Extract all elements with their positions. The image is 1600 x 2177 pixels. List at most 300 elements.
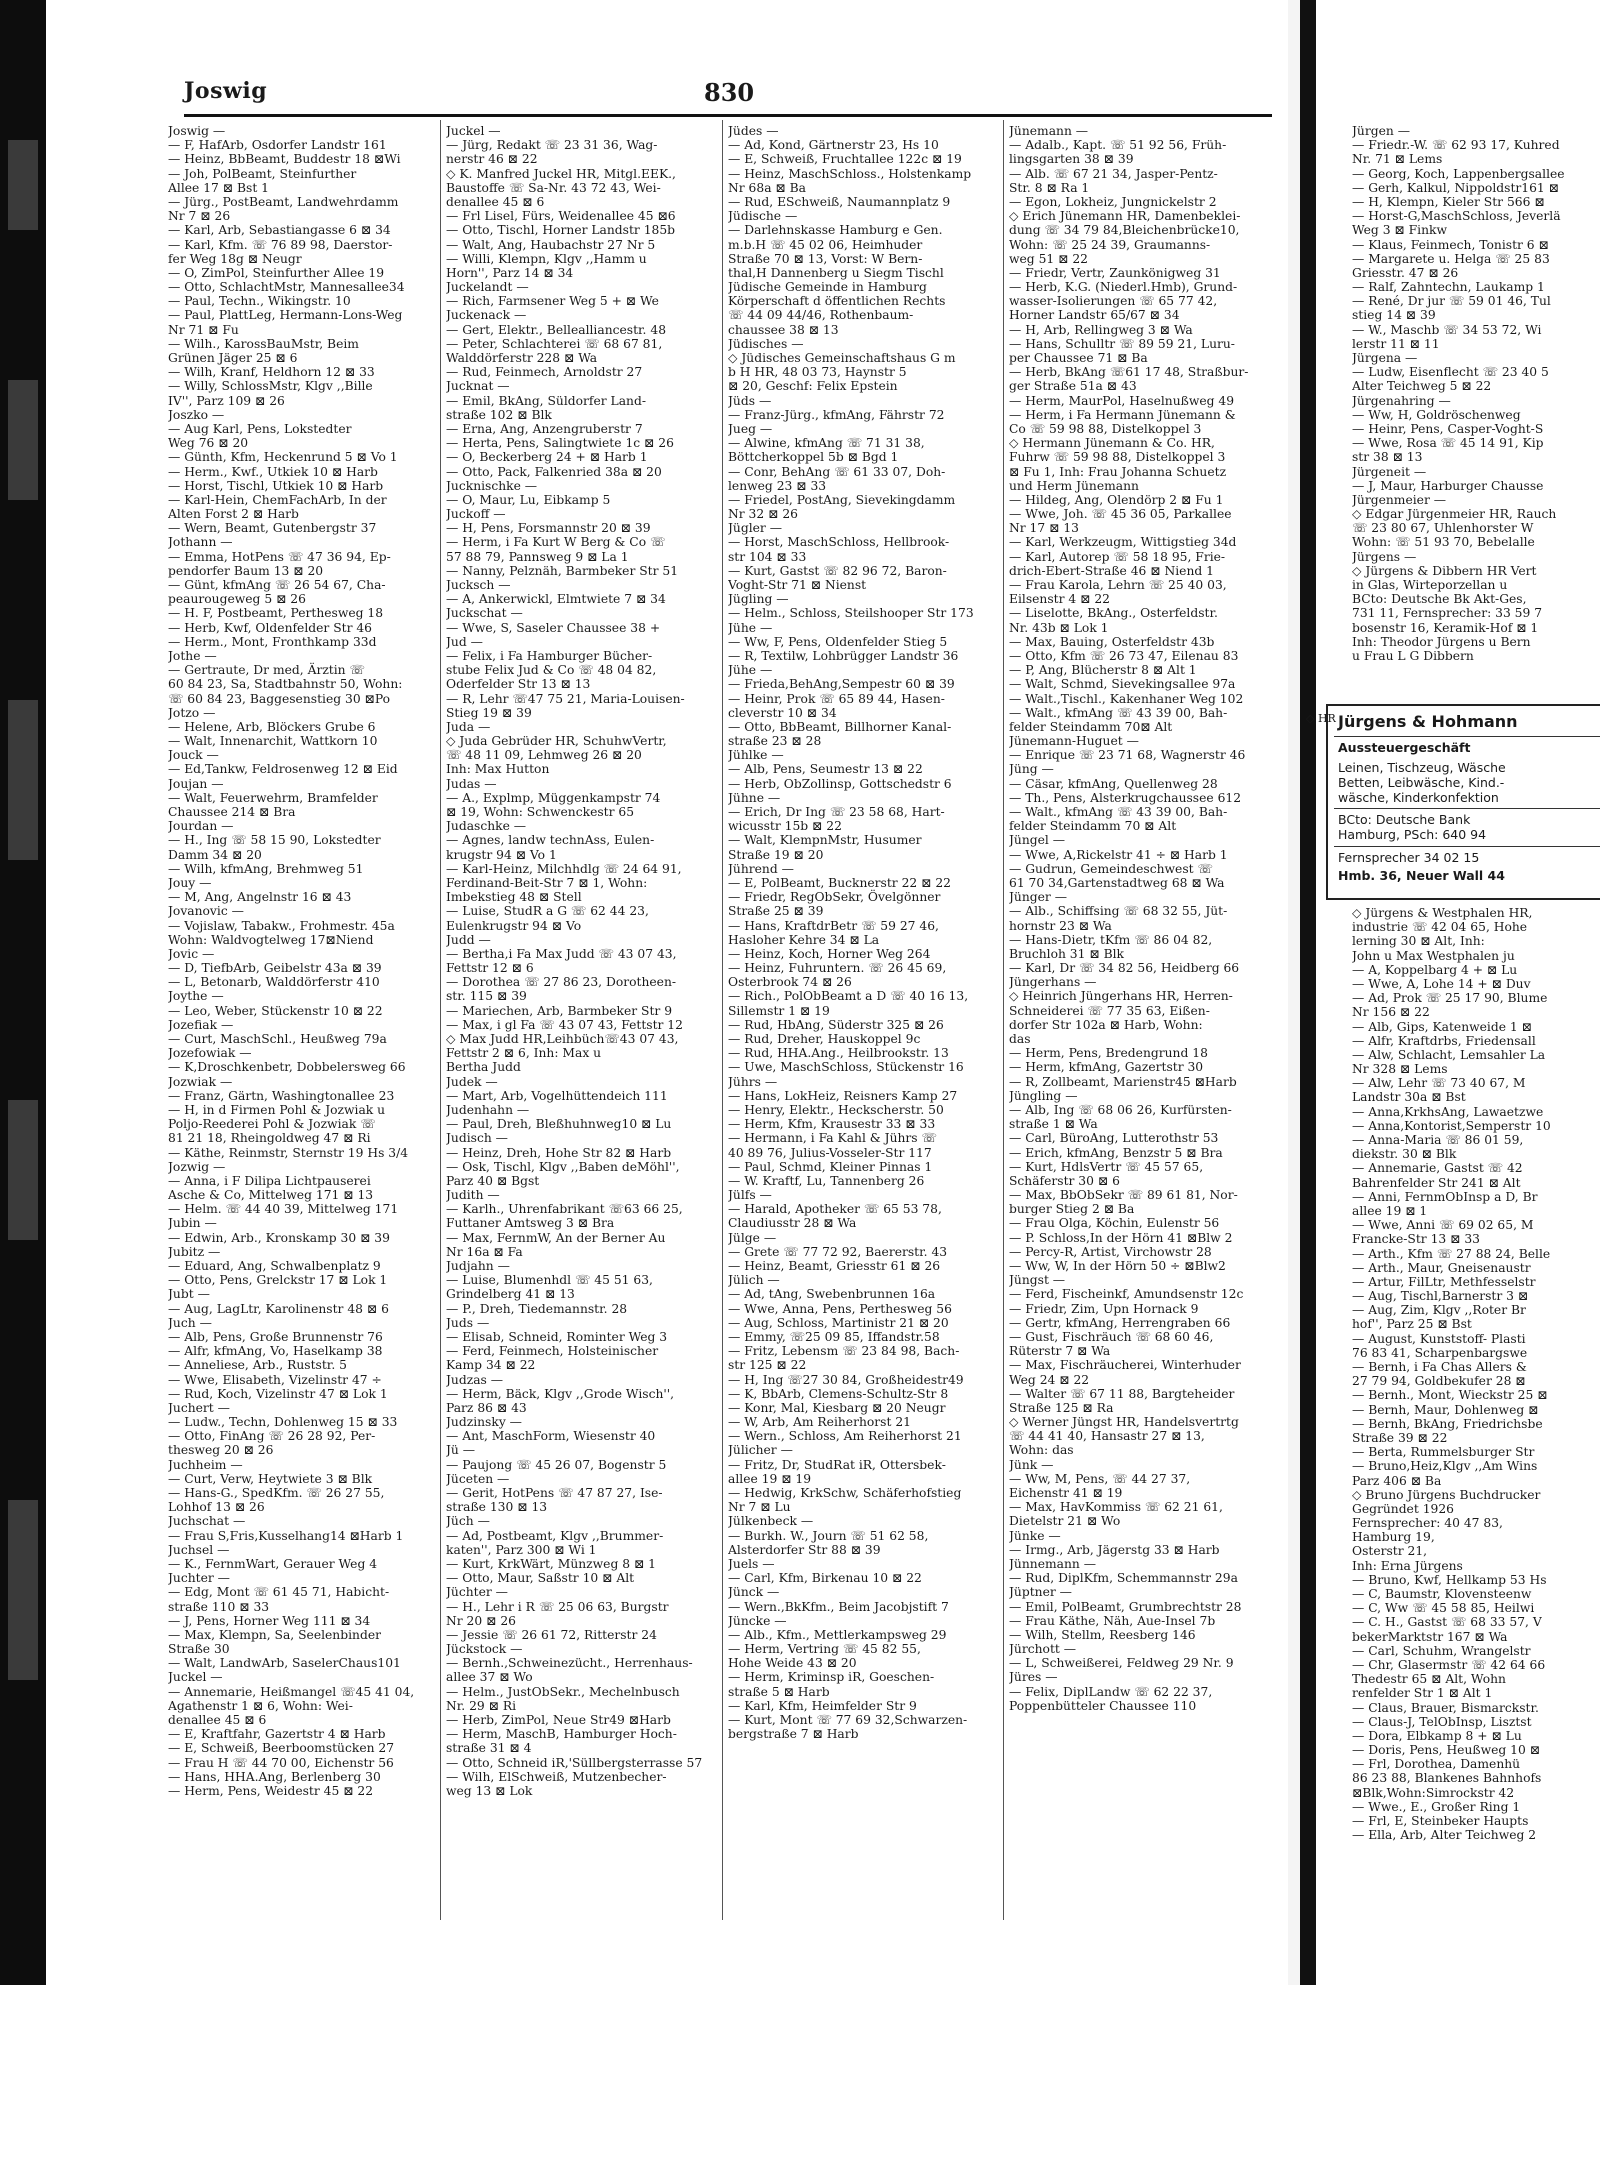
directory-entry: — W. Kraftf, Lu, Tannenberg 26 (728, 1173, 925, 1188)
directory-entry: — D, TiefbArb, Geibelstr 43a ⊠ 39 (168, 961, 382, 976)
directory-entry: — Horst-G,MaschSchloss, Jeverlä (1352, 209, 1561, 224)
directory-entry: — Friedr, RegObSekr, Övelgönner (728, 890, 941, 905)
directory-entry: — Rud, ESchweiß, Naumannplatz 9 (728, 194, 951, 209)
directory-entry: Jucknischke — (446, 478, 538, 493)
directory-entry: — Gertraute, Dr med, Ärztin ☏ (168, 663, 365, 678)
directory-entry: straße 1 ⊠ Wa (1009, 1117, 1098, 1132)
directory-entry: Nr 32 ⊠ 26 (728, 507, 798, 522)
directory-entry: — Wwe., E., Großer Ring 1 (1352, 1799, 1521, 1814)
ad-line: Leinen, Tischzeug, Wäsche (1338, 760, 1506, 775)
directory-entry: Jückstock — (446, 1642, 523, 1657)
directory-entry: — Hedwig, KrkSchw, Schäferhofstieg (728, 1486, 962, 1500)
directory-entry: Weg 24 ⊠ 22 (1009, 1372, 1090, 1387)
directory-entry: Straße 39 ⊠ 22 (1352, 1430, 1448, 1445)
directory-entry: — Berta, Rummelsburger Str (1352, 1445, 1535, 1460)
advertisement-box (1326, 704, 1600, 900)
directory-entry: Jünnemann — (1009, 1556, 1097, 1571)
directory-entry: Straße 125 ⊠ Ra (1009, 1400, 1114, 1415)
directory-entry: — R, Textilw, Lohbrügger Landstr 36 (728, 648, 959, 663)
directory-entry: ⊠Blk,Wohn:Simrockstr 42 (1352, 1785, 1515, 1800)
directory-entry: — Percy-R, Artist, Virchowstr 28 (1009, 1244, 1212, 1259)
directory-entry: — Joh, PolBeamt, Steinfurther (168, 166, 357, 181)
directory-entry: Hohe Weide 43 ⊠ 20 (728, 1656, 857, 1671)
directory-entry: — Max, Bauing, Osterfeldstr 43b (1009, 634, 1215, 649)
directory-entry: Jozwiak — (168, 1074, 233, 1089)
right-page-edge (1300, 0, 1316, 1985)
directory-entry: str 104 ⊠ 33 (728, 549, 807, 564)
directory-entry: Juchheim — (168, 1457, 243, 1472)
directory-entry: — W., Maschb ☏ 34 53 72, Wi (1352, 322, 1542, 337)
directory-entry: — R, Zollbeamt, Marienstr45 ⊠Harb (1009, 1074, 1237, 1089)
directory-entry: lingsgarten 38 ⊠ 39 (1009, 152, 1134, 167)
directory-entry: — Walt.,Tischl., Kakenhaner Weg 102 (1009, 691, 1244, 706)
directory-entry: — Max, i gl Fa ☏ 43 07 43, Fettstr 12 (446, 1017, 683, 1032)
directory-entry: Juckel — (168, 1670, 223, 1685)
directory-entry: Griesstr. 47 ⊠ 26 (1352, 265, 1459, 280)
directory-entry: — Paujong ☏ 45 26 07, Bogenstr 5 (446, 1457, 667, 1472)
directory-entry: ⊠ 19, Wohn: Schwenckestr 65 (446, 805, 635, 819)
directory-entry: wasser-Isolierungen ☏ 65 77 42, (1009, 294, 1218, 309)
directory-entry: Jüncke — (728, 1613, 787, 1628)
directory-entry: — Herb, ObZollinsp, Gottschedstr 6 (728, 776, 952, 791)
directory-entry: Jüds — (728, 393, 772, 408)
directory-entry: Claudiusstr 28 ⊠ Wa (728, 1216, 857, 1231)
directory-entry: — Frau S,Fris,Kusselhang14 ⊠Harb 1 (168, 1528, 404, 1543)
directory-entry: — Walt, Innenarchit, Wattkorn 10 (168, 734, 378, 749)
directory-entry: Gegründet 1926 (1352, 1501, 1454, 1516)
directory-entry: — Rud, HHA.Ang., Heilbrookstr. 13 (728, 1046, 949, 1061)
directory-entry: — Friedr.-W. ☏ 62 93 17, Kuhred (1352, 138, 1560, 153)
directory-column-1 (168, 124, 438, 1798)
directory-entry: — Liselotte, BkAng., Osterfeldstr. (1009, 606, 1218, 621)
directory-entry: Judjahn — (446, 1259, 510, 1273)
directory-entry: — Frau Olga, Köchin, Eulenstr 56 (1009, 1216, 1220, 1231)
directory-entry: — Hans, HHA.Ang, Berlenberg 30 (168, 1769, 381, 1784)
directory-entry: — Herm, kfmAng, Gazertstr 30 (1009, 1060, 1204, 1075)
directory-entry: — Fritz, Dr, StudRat iR, Ottersbek- (728, 1457, 946, 1472)
directory-entry: Jührs — (728, 1074, 778, 1089)
directory-entry: — Hans, KraftdrBetr ☏ 59 27 46, (728, 918, 939, 933)
directory-entry: — E, Schweiß, Beerboomstücken 27 (168, 1741, 395, 1756)
directory-entry: — C. H., Gastst ☏ 68 33 57, V (1352, 1615, 1542, 1630)
directory-entry: Jüdes — (728, 124, 779, 138)
directory-entry: — Frau H ☏ 44 70 00, Eichenstr 56 (168, 1755, 394, 1770)
directory-entry: Jüceten — (446, 1471, 510, 1486)
directory-entry: dorfer Str 102a ⊠ Harb, Wohn: (1009, 1017, 1203, 1032)
directory-entry: BCto: Deutsche Bk Akt-Ges, (1352, 592, 1527, 607)
directory-entry: — Herm, Pens, Weidestr 45 ⊠ 22 (168, 1783, 374, 1798)
directory-entry: — Frau Käthe, Näh, Aue-Insel 7b (1009, 1613, 1216, 1628)
directory-entry: Osterstr 21, (1352, 1544, 1428, 1559)
ad-divider (1334, 808, 1600, 809)
directory-entry: — J, Pens, Horner Weg 111 ⊠ 34 (168, 1613, 371, 1628)
directory-entry: Jouy — (168, 875, 212, 890)
directory-entry: Eichenstr 41 ⊠ 19 (1009, 1486, 1123, 1500)
directory-entry: — H, Klempn, Kieler Str 566 ⊠ (1352, 194, 1545, 209)
directory-entry: — Herm, i Fa Kurt W Berg & Co ☏ (446, 535, 666, 550)
directory-entry: — Alw, Lehr ☏ 73 40 67, M (1352, 1076, 1526, 1091)
directory-entry: — Rud, Feinmech, Arnoldstr 27 (446, 365, 643, 380)
directory-entry: Juels — (728, 1556, 775, 1571)
directory-entry: Jozwig — (168, 1159, 226, 1174)
directory-entry: — Karl, Kfm. ☏ 76 89 98, Daerstor- (168, 237, 393, 252)
directory-entry: Jubitz — (168, 1244, 221, 1259)
directory-entry: — Heinz, MaschSchloss., Holstenkamp (728, 166, 972, 181)
directory-entry: — Ella, Arb, Alter Teichweg 2 (1352, 1828, 1537, 1843)
directory-entry: — Max, BbObSekr ☏ 89 61 81, Nor- (1009, 1188, 1238, 1203)
directory-entry: — Wwe, S, Saseler Chaussee 38 + (446, 620, 661, 635)
directory-entry: Jüdische — (728, 209, 798, 224)
directory-entry: — Willi, Klempn, Klgv ,,Hamm u (446, 251, 647, 266)
directory-entry: — Bernh, i Fa Chas Allers & (1352, 1360, 1527, 1374)
directory-entry: Schäferstr 30 ⊠ 6 (1009, 1173, 1120, 1188)
directory-entry: Jülfs — (728, 1188, 772, 1203)
column-rule (440, 120, 441, 1920)
directory-entry: Jüdische Gemeinde in Hamburg (728, 280, 927, 295)
directory-entry: — Heinz, Koch, Horner Weg 264 (728, 946, 931, 961)
directory-entry: 731 11, Fernsprecher: 33 59 7 (1352, 606, 1543, 621)
directory-entry: — Wwe, Rosa ☏ 45 14 91, Kip (1352, 436, 1544, 451)
directory-entry: Jürgena — (1352, 351, 1418, 365)
directory-entry: Jueg — (728, 421, 773, 436)
directory-entry: Jothe — (168, 648, 217, 663)
directory-entry: Jülkenbeck — (728, 1514, 814, 1529)
directory-entry: Jü — (446, 1443, 476, 1458)
directory-entry: — Hans, Schulltr ☏ 89 59 21, Luru- (1009, 336, 1235, 351)
directory-entry: — Franz-Jürg., kfmAng, Fährstr 72 (728, 407, 945, 422)
directory-entry: — Burkh. W., Journ ☏ 51 62 58, (728, 1528, 929, 1543)
directory-entry: 27 79 94, Goldbekufer 28 ⊠ (1352, 1374, 1526, 1389)
directory-entry: — Curt, MaschSchl., Heußweg 79a (168, 1032, 387, 1046)
directory-entry: pendorfer Baum 13 ⊠ 20 (168, 563, 324, 578)
directory-entry: — Herm., Kwf., Utkiek 10 ⊠ Harb (168, 464, 378, 479)
directory-entry: Jürchott — (1009, 1642, 1077, 1657)
directory-entry: — Irmg., Arb, Jägerstg 33 ⊠ Harb (1009, 1542, 1220, 1557)
directory-entry: — Hans-Dietr, tKfm ☏ 86 04 82, (1009, 932, 1213, 947)
ad-divider (1334, 736, 1600, 737)
directory-entry: straße 130 ⊠ 13 (446, 1500, 548, 1515)
directory-entry: — Herm, MaurPol, Haselnußweg 49 (1009, 393, 1235, 408)
directory-entry: — Herb, K.G. (Niederl.Hmb), Grund- (1009, 280, 1238, 295)
directory-entry: — Horst, Tischl, Utkiek 10 ⊠ Harb (168, 478, 384, 493)
directory-entry: Joszko — (168, 407, 225, 422)
directory-entry: fer Weg 18g ⊠ Neugr (168, 251, 302, 266)
directory-entry: Jourdan — (168, 819, 234, 834)
directory-entry: nerstr 46 ⊠ 22 (446, 152, 538, 167)
directory-entry: Nr 20 ⊠ 26 (446, 1613, 516, 1628)
directory-column-5-top (1352, 124, 1600, 696)
directory-entry: Körperschaft d öffentlichen Rechts (728, 294, 946, 309)
directory-entry: Joythe — (168, 989, 224, 1004)
directory-entry: — August, Kunststoff- Plasti (1352, 1331, 1526, 1346)
directory-entry: John u Max Westphalen ju (1352, 948, 1515, 963)
directory-entry: — Adalb., Kapt. ☏ 51 92 56, Früh- (1009, 138, 1227, 153)
binding-streak (8, 380, 38, 500)
ad-line: Hamburg, PSch: 640 94 (1338, 827, 1487, 842)
directory-entry: — Wern.,BkKfm., Beim Jacobjstift 7 (728, 1599, 949, 1614)
directory-entry: 86 23 88, Blankenes Bahnhofs (1352, 1771, 1542, 1786)
directory-entry: — Emil, BkAng, Süldorfer Land- (446, 393, 646, 408)
binding-streak (8, 1500, 38, 1680)
directory-entry: Parz 86 ⊠ 43 (446, 1400, 527, 1415)
directory-entry: Jünke — (1009, 1528, 1061, 1543)
directory-entry: Jügling — (728, 592, 789, 607)
directory-entry: — Claus, Brauer, Bismarckstr. (1352, 1700, 1539, 1715)
directory-entry: — Rich, Farmsener Weg 5 + ⊠ We (446, 294, 659, 309)
directory-entry: 57 88 79, Pannsweg 9 ⊠ La 1 (446, 549, 629, 564)
directory-entry: — Annemarie, Heißmangel ☏45 41 04, (168, 1684, 415, 1699)
directory-entry: allee 37 ⊠ Wo (446, 1670, 533, 1685)
directory-entry: Wohn: ☏ 51 93 70, Bebelalle (1352, 535, 1535, 550)
directory-entry: — Vojislaw, Tabakw., Frohmestr. 45a (168, 918, 395, 933)
directory-entry: Weg 76 ⊠ 20 (168, 436, 249, 451)
directory-entry: — Uwe, MaschSchloss, Stückenstr 16 (728, 1060, 964, 1075)
directory-entry: — Alb., Schiffsing ☏ 68 32 55, Jüt- (1009, 904, 1228, 919)
directory-entry: — Otto, Schneid iR,'Süllbergsterrasse 57 (446, 1755, 703, 1770)
directory-entry: Grünen Jäger 25 ⊠ 6 (168, 351, 298, 365)
directory-entry: Jürgens — (1352, 549, 1417, 564)
directory-entry: Thedestr 65 ⊠ Alt, Wohn (1352, 1672, 1506, 1687)
ad-line: Fernsprecher 34 02 15 (1338, 850, 1480, 865)
directory-entry: — Ww, M, Pens, ☏ 44 27 37, (1009, 1471, 1191, 1486)
directory-entry: Jünemann-Huguet — (1009, 734, 1139, 749)
directory-entry: Wohn: ☏ 25 24 39, Graumanns- (1009, 237, 1211, 252)
directory-entry: Grindelberg 41 ⊠ 13 (446, 1287, 575, 1302)
directory-entry: — Ed,Tankw, Feldrosenweg 12 ⊠ Eid (168, 762, 398, 777)
directory-entry: Alter Teichweg 5 ⊠ 22 (1352, 379, 1492, 394)
directory-entry: — Rud, DiplKfm, Schemmannstr 29a (1009, 1571, 1238, 1586)
directory-entry: Jülich — (728, 1273, 780, 1288)
directory-entry: — Horst, MaschSchloss, Hellbrook- (728, 535, 950, 550)
directory-entry: Nr 7 ⊠ 26 (168, 209, 231, 224)
directory-entry: Horner Landstr 65/67 ⊠ 34 (1009, 308, 1180, 323)
directory-entry: — Leo, Weber, Stückenstr 10 ⊠ 22 (168, 1003, 383, 1018)
directory-entry: — Rud, HbAng, Süderstr 325 ⊠ 26 (728, 1017, 944, 1032)
directory-entry: — Heinz, BbBeamt, Buddestr 18 ⊠Wi (168, 152, 401, 167)
directory-entry: Hamburg 19, (1352, 1530, 1435, 1545)
directory-entry: — Edwin, Arb., Kronskamp 30 ⊠ 39 (168, 1230, 390, 1245)
directory-column-4 (1009, 124, 1285, 1713)
directory-entry: Juda — (446, 719, 491, 734)
directory-entry: — Erich, Dr Ing ☏ 23 58 68, Hart- (728, 805, 945, 819)
directory-entry: — Walt, Schmd, Sievekingsallee 97a (1009, 677, 1236, 692)
directory-entry: — Herb, ZimPol, Neue Str49 ⊠Harb (446, 1713, 671, 1727)
directory-entry: b H HR, 48 03 73, Haynstr 5 (728, 365, 907, 380)
directory-entry: Jüchter — (446, 1585, 508, 1600)
directory-entry: — Frl Lisel, Fürs, Weidenallee 45 ⊠6 (446, 209, 676, 224)
directory-entry: — A, Koppelbarg 4 + ⊠ Lu (1352, 962, 1518, 977)
directory-entry: — Otto, BbBeamt, Billhorner Kanal- (728, 719, 952, 734)
directory-entry: — Wern., Schloss, Am Reiherhorst 21 (728, 1429, 962, 1444)
directory-entry: Straße 30 (168, 1642, 230, 1657)
directory-entry: Judzas — (446, 1372, 504, 1387)
directory-entry: — K., FernmWart, Gerauer Weg 4 (168, 1556, 378, 1571)
directory-entry: Rüterstr 7 ⊠ Wa (1009, 1344, 1111, 1359)
directory-entry: — Egon, Lokheiz, Jungnickelstr 2 (1009, 194, 1217, 209)
directory-entry: — Friedr, Vertr, Zaunkönigweg 31 (1009, 265, 1221, 280)
directory-entry: — Max, Klempn, Sa, Seelenbinder (168, 1627, 381, 1642)
directory-entry: — Eduard, Ang, Schwalbenplatz 9 (168, 1259, 381, 1273)
directory-entry: — Kurt, Mont ☏ 77 69 32,Schwarzen- (728, 1713, 968, 1727)
directory-entry: — Bruno, Kwf, Hellkamp 53 Hs (1352, 1572, 1547, 1587)
directory-entry: — H, Ing ☏27 30 84, Großheidestr49 (728, 1372, 964, 1387)
directory-entry: Jüch — (446, 1514, 490, 1529)
directory-entry: — Gertr, kfmAng, Herrengraben 66 (1009, 1315, 1231, 1330)
directory-entry: — Bernh., Mont, Wieckstr 25 ⊠ (1352, 1388, 1548, 1403)
directory-entry: — Rud, Koch, Vizelinstr 47 ⊠ Lok 1 (168, 1386, 388, 1401)
directory-entry: Fettstr 12 ⊠ 6 (446, 961, 534, 976)
directory-entry: hornstr 23 ⊠ Wa (1009, 918, 1112, 933)
directory-entry: — Wwe, Anna, Pens, Perthesweg 56 (728, 1301, 952, 1316)
directory-entry: Nr 68a ⊠ Ba (728, 180, 807, 195)
directory-entry: — Anna,KrkhsAng, Lawaetzwe (1352, 1104, 1544, 1119)
directory-entry: straße 23 ⊠ 28 (728, 734, 822, 749)
directory-entry: — Ad, tAng, Swebenbrunnen 16a (728, 1287, 936, 1302)
directory-entry: Jügler — (728, 521, 783, 536)
directory-entry: — Cäsar, kfmAng, Quellenweg 28 (1009, 776, 1218, 791)
directory-entry: lenweg 23 ⊠ 33 (728, 478, 827, 493)
directory-entry: — Walt., kfmAng ☏ 43 39 00, Bah- (1009, 705, 1228, 720)
directory-entry: allee 19 ⊠ 19 (728, 1471, 812, 1486)
directory-entry: — Agnes, landw technAss, Eulen- (446, 833, 655, 848)
directory-column-3 (728, 124, 1000, 1741)
directory-entry: Juch — (168, 1315, 212, 1330)
directory-entry: — Wwe, Elisabeth, Vizelinstr 47 ÷ (168, 1372, 382, 1387)
directory-entry: straße 102 ⊠ Blk (446, 407, 552, 422)
page-binding-shadow (0, 0, 46, 1985)
directory-entry: Poppenbütteler Chaussee 110 (1009, 1698, 1197, 1713)
directory-entry: — Karl, Kfm, Heimfelder Str 9 (728, 1698, 917, 1713)
directory-entry: Jüngel — (1009, 833, 1066, 848)
directory-entry: — Herm, Pens, Bredengrund 18 (1009, 1046, 1208, 1061)
directory-entry: — Georg, Koch, Lappenbergsallee (1352, 166, 1565, 181)
directory-entry: — Erich, kfmAng, Benzstr 5 ⊠ Bra (1009, 1145, 1223, 1160)
directory-entry: — Heinr, Pens, Casper-Voght-S (1352, 421, 1544, 436)
ad-line: wäsche, Kinderkonfektion (1338, 790, 1499, 805)
directory-entry: — E, Schweiß, Fruchtallee 122c ⊠ 19 (728, 152, 962, 167)
directory-entry: — J, Maur, Harburger Chausse (1352, 478, 1544, 493)
directory-entry: — René, Dr jur ☏ 59 01 46, Tul (1352, 294, 1551, 309)
directory-entry: — Frl, Dorothea, Damenhü (1352, 1757, 1521, 1772)
directory-entry: — Annemarie, Gastst ☏ 42 (1352, 1161, 1523, 1176)
directory-entry: Jüngling — (1009, 1088, 1078, 1103)
directory-entry: — Karl, Autorep ☏ 58 18 95, Frie- (1009, 549, 1226, 564)
directory-entry: Dietelstr 21 ⊠ Wo (1009, 1514, 1121, 1529)
directory-entry: Alten Forst 2 ⊠ Harb (168, 507, 299, 522)
directory-entry: — Grete ☏ 77 72 92, Baererstr. 43 (728, 1244, 948, 1259)
ad-line: BCto: Deutsche Bank (1338, 812, 1471, 827)
directory-entry: Jucknat — (446, 379, 510, 394)
directory-entry: Juckenack — (446, 308, 527, 323)
directory-entry: — Harald, Apotheker ☏ 65 53 78, (728, 1202, 942, 1217)
directory-entry: — Wwe, A, Lohe 14 + ⊠ Duv (1352, 976, 1531, 991)
directory-entry: — Arth., Kfm ☏ 27 88 24, Belle (1352, 1246, 1551, 1261)
directory-entry: — P, Ang, Blücherstr 8 ⊠ Alt 1 (1009, 663, 1197, 678)
directory-entry: Fernsprecher: 40 47 83, (1352, 1516, 1503, 1531)
directory-entry: — Alb, Gips, Katenweide 1 ⊠ (1352, 1019, 1532, 1034)
directory-entry: Fuhrw ☏ 59 98 88, Distelkoppel 3 (1009, 450, 1226, 465)
directory-entry: — Anneliese, Arb., Ruststr. 5 (168, 1358, 347, 1373)
ad-divider (1334, 846, 1600, 847)
directory-entry: ◇ Jüdisches Gemeinschaftshaus G m (728, 351, 956, 365)
directory-entry: — Otto, Tischl, Horner Landstr 185b (446, 223, 676, 238)
directory-entry: Poljo-Reederei Pohl & Jozwiak ☏ (168, 1117, 376, 1132)
directory-entry: Nr 156 ⊠ 22 (1352, 1005, 1430, 1020)
directory-entry: — Darlehnskasse Hamburg e Gen. (728, 223, 943, 238)
directory-entry: ◇ K. Manfred Juckel HR, Mitgl.EEK., (446, 166, 676, 181)
directory-entry: denallee 45 ⊠ 6 (168, 1713, 267, 1727)
directory-entry: Imbekstieg 48 ⊠ Stell (446, 890, 582, 905)
directory-entry: — O, Beckerberg 24 + ⊠ Harb 1 (446, 450, 648, 465)
directory-entry: — Ww, F, Pens, Oldenfelder Stieg 5 (728, 634, 948, 649)
directory-entry: chaussee 38 ⊠ 13 (728, 322, 839, 337)
directory-entry: — Bruno,Heiz,Klgv ,,Am Wins (1352, 1459, 1538, 1474)
directory-entry: Judenhahn — (446, 1102, 530, 1117)
directory-entry: — Ralf, Zahntechn, Laukamp 1 (1352, 280, 1545, 295)
directory-entry: — Bernh, Maur, Dohlenweg ⊠ (1352, 1402, 1539, 1417)
directory-entry: — Henry, Elektr., Heckscherstr. 50 (728, 1102, 944, 1117)
directory-entry: — Heinr, Prok ☏ 65 89 44, Hasen- (728, 691, 945, 706)
directory-entry: Nr 16a ⊠ Fa (446, 1244, 523, 1259)
directory-entry: Nr 17 ⊠ 13 (1009, 521, 1079, 536)
directory-entry: ☏ 60 84 23, Baggesenstieg 30 ⊠Po (168, 691, 391, 706)
directory-entry: — Wern, Beamt, Gutenbergstr 37 (168, 521, 377, 536)
directory-entry: — Anna,Kontorist,Semperstr 10 (1352, 1118, 1551, 1133)
directory-entry: — Jessie ☏ 26 61 72, Ritterstr 24 (446, 1627, 657, 1642)
ad-title: Jürgens & Hohmann (1338, 712, 1518, 731)
directory-entry: Jotzo — (168, 705, 216, 720)
directory-entry: — Alwine, kfmAng ☏ 71 31 38, (728, 436, 925, 451)
directory-entry: Böttcherkoppel 5b ⊠ Bgd 1 (728, 450, 899, 465)
directory-entry: u Frau L G Dibbern (1352, 648, 1474, 663)
directory-entry: — Ludw, Eisenflecht ☏ 23 40 5 (1352, 365, 1549, 380)
directory-entry: — Paul, Dreh, Bleßhuhnweg10 ⊠ Lu (446, 1117, 672, 1132)
directory-entry: — L, Schweißerei, Feldweg 29 Nr. 9 (1009, 1656, 1234, 1671)
directory-entry: — Luise, Blumenhdl ☏ 45 51 63, (446, 1273, 653, 1288)
directory-entry: Jülge — (728, 1230, 777, 1245)
directory-entry: Juds — (446, 1315, 490, 1330)
directory-entry: Juchschat — (168, 1514, 246, 1529)
directory-entry: stube Felix Jud & Co ☏ 48 04 82, (446, 663, 657, 678)
directory-entry: Str. 8 ⊠ Ra 1 (1009, 180, 1090, 195)
directory-entry: — Carl, Schuhm, Wrangelstr (1352, 1643, 1531, 1658)
directory-entry: — Peter, Schlachterei ☏ 68 67 81, (446, 336, 663, 351)
directory-entry: Chaussee 214 ⊠ Bra (168, 805, 296, 819)
directory-entry: — Hans, LokHeiz, Reisners Kamp 27 (728, 1088, 958, 1103)
directory-entry: — W, Arb, Am Reiherhorst 21 (728, 1415, 911, 1430)
directory-entry: — P. Schloss,In der Hörn 41 ⊠Blw 2 (1009, 1230, 1233, 1245)
directory-column-2 (446, 124, 720, 1798)
directory-entry: Inh: Theodor Jürgens u Bern (1352, 634, 1531, 649)
directory-entry: Jüngerhans — (1009, 975, 1097, 990)
directory-entry: — Jürg, Redakt ☏ 23 31 36, Wag- (446, 138, 658, 153)
directory-entry: Oderfelder Str 13 ⊠ 13 (446, 677, 591, 692)
directory-entry: — Helene, Arb, Blöckers Grube 6 (168, 719, 376, 734)
directory-entry: — O, Maur, Lu, Eibkamp 5 (446, 492, 611, 507)
directory-entry: Damm 34 ⊠ 20 (168, 847, 262, 862)
directory-entry: — Ferd, Feinmech, Holsteinischer (446, 1344, 659, 1359)
directory-entry: — Anni, FernmObInsp a D, Br (1352, 1189, 1538, 1204)
directory-entry: — Dora, Elbkamp 8 + ⊠ Lu (1352, 1728, 1522, 1743)
binding-streak (8, 1100, 38, 1240)
directory-entry: Walddörferstr 228 ⊠ Wa (446, 351, 598, 365)
directory-entry: — A., Explmp, Müggenkampstr 74 (446, 790, 661, 805)
directory-entry: str 38 ⊠ 13 (1352, 450, 1423, 465)
directory-entry: denallee 45 ⊠ 6 (446, 194, 545, 209)
directory-entry: — Hans-G., SpedKfm. ☏ 26 27 55, (168, 1486, 385, 1500)
directory-entry: Jührend — (728, 861, 794, 876)
directory-entry: — L, Betonarb, Walddörferstr 410 (168, 975, 380, 990)
